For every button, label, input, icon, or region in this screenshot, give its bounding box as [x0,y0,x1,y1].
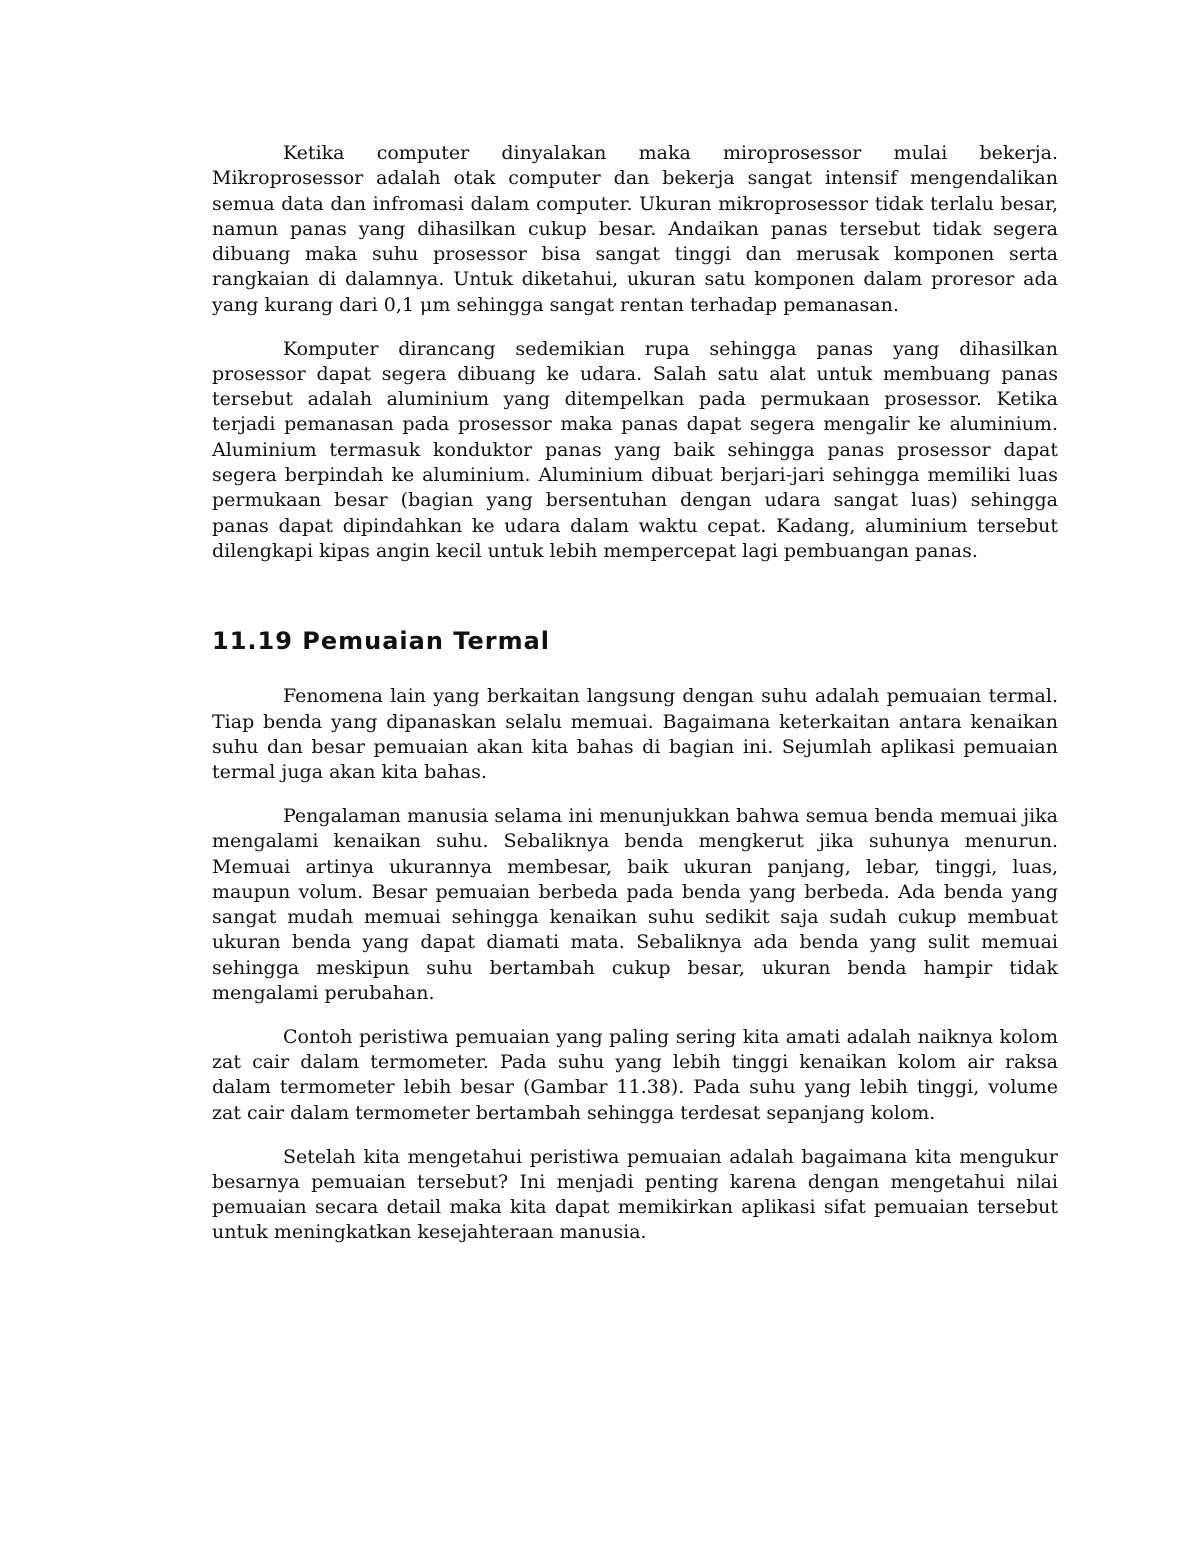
section-thermal-expansion [212,684,1058,1245]
paragraph-thermometer-example: Contoh peristiwa pemuaian yang paling sering kita amati adalah naiknya kolom zat cair dalam termometer. Pada suhu yang lebih tinggi kenaikan kolom air raksa dalam termometer lebih besar (Gambar 11.38). Pada suhu yang lebih tinggi, volume zat cair dalam termometer bertambah sehingga terdesat sepanjang kolom. [212,1025,1058,1124]
paragraph-expansion-experience: Pengalaman manusia selama ini menunjukkan bahwa semua benda memuai jika mengalami kenaikan suhu. Sebaliknya benda mengkerut jika suhunya menurun. Memuai artinya ukurannya membesar, baik ukuran panjang, lebar, tinggi, luas, maupun volum. Besar pemuaian berbeda pada benda yang berbeda. Ada benda yang sangat mudah memuai sehingga kenaikan suhu sedikit saja sudah cukup membuat ukuran benda yang dapat diamati mata. Sebaliknya ada benda yang sulit memuai sehingga meskipun suhu bertambah cukup besar, ukuran benda hampir tidak mengalami perubahan. [212,804,1058,1005]
section-heading: 11.19 Pemuaian Termal [212,627,551,656]
section-processor-cooling [212,141,1058,564]
document-page [212,141,1058,1246]
paragraph-processor-heat: Ketika computer dinyalakan maka miroprosessor mulai bekerja. Mikroprosessor adalah otak computer dan bekerja sangat intensif mengendalikan semua data dan infromasi dalam computer. Ukuran mikroprosessor tidak terlalu besar, namun panas yang dihasilkan cukup besar. Andaikan panas tersebut tidak segera dibuang maka suhu prosessor bisa sangat tinggi dan merusak komponen serta rangkaian di dalamnya. Untuk diketahui, ukuran satu komponen dalam proresor ada yang kurang dari 0,1 μm sehingga sangat rentan terhadap pemanasan. [212,142,1058,316]
section-heading-wrap [212,626,1058,656]
paragraph-expansion-intro: Fenomena lain yang berkaitan langsung dengan suhu adalah pemuaian termal. Tiap benda yang dipanaskan selalu memuai. Bagaimana keterkaitan antara kenaikan suhu dan besar pemuaian akan kita bahas di bagian ini. Sejumlah aplikasi pemuaian termal juga akan kita bahas. [212,685,1058,784]
paragraph-measuring-expansion: Setelah kita mengetahui peristiwa pemuaian adalah bagaimana kita mengukur besarnya pemuaian tersebut? Ini menjadi penting karena dengan mengetahui nilai pemuaian secara detail maka kita dapat memikirkan aplikasi sifat pemuaian tersebut untuk meningkatkan kesejahteraan manusia. [212,1145,1058,1244]
paragraph-aluminium-heatsink: Komputer dirancang sedemikian rupa sehingga panas yang dihasilkan prosessor dapat segera dibuang ke udara. Salah satu alat untuk membuang panas tersebut adalah aluminium yang ditempelkan pada permukaan prosessor. Ketika terjadi pemanasan pada prosessor maka panas dapat segera mengalir ke aluminium. Aluminium termasuk konduktor panas yang baik sehingga panas prosessor dapat segera berpindah ke aluminium. Aluminium dibuat berjari-jari sehingga memiliki luas permukaan besar (bagian yang bersentuhan dengan udara sangat luas) sehingga panas dapat dipindahkan ke udara dalam waktu cepat. Kadang, aluminium tersebut dilengkapi kipas angin kecil untuk lebih mempercepat lagi pembuangan panas. [212,337,1058,562]
